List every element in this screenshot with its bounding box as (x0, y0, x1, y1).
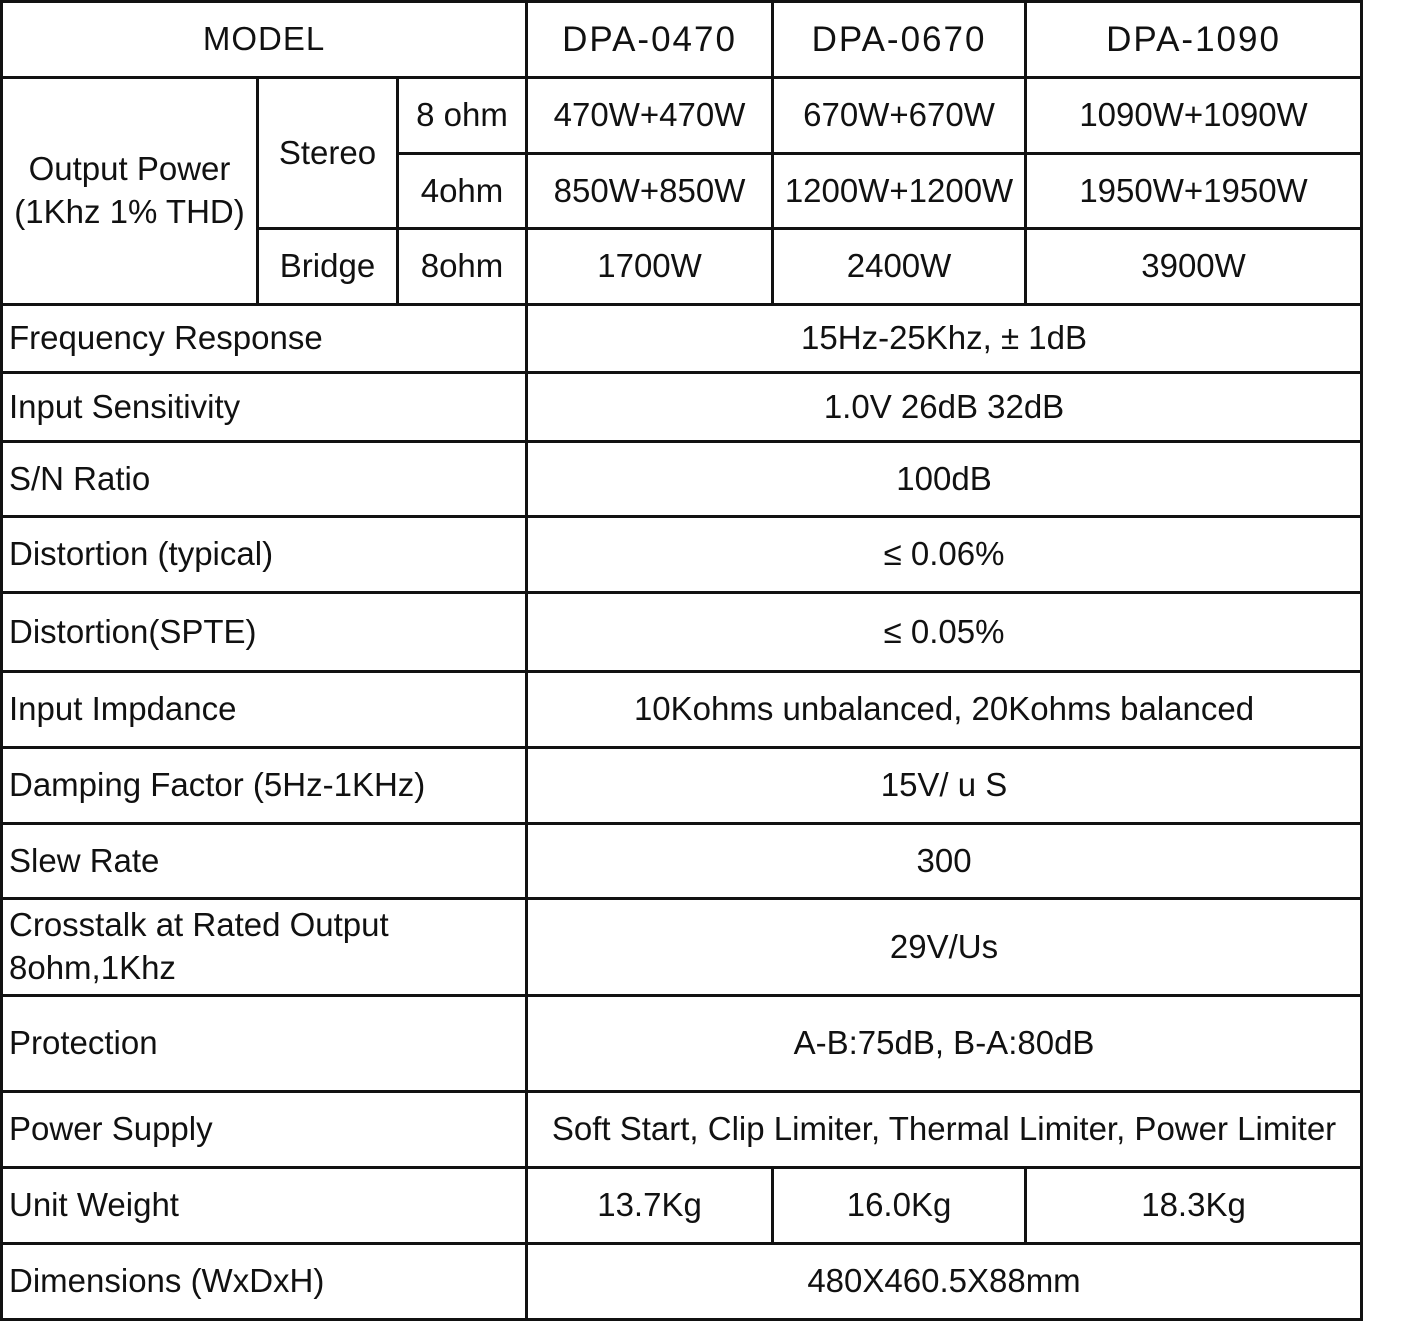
distortion-typical-label: Distortion (typical) (2, 517, 527, 593)
header-row (2, 2, 1362, 78)
slew-rate-row (2, 824, 1362, 899)
bridge-label: Bridge (258, 229, 398, 305)
stereo-8ohm-dpa-1090: 1090W+1090W (1026, 78, 1362, 154)
crosstalk-row (2, 899, 1362, 996)
stereo-label: Stereo (258, 78, 398, 229)
stereo-8ohm-dpa-0470: 470W+470W (527, 78, 773, 154)
frequency-response-value: 15Hz-25Khz, ± 1dB (527, 305, 1362, 373)
power-supply-row (2, 1092, 1362, 1168)
bridge-dpa-0470: 1700W (527, 229, 773, 305)
slew-rate-label: Slew Rate (2, 824, 527, 899)
input-impedance-label: Input Impdance (2, 672, 527, 748)
stereo-4ohm-dpa-0670: 1200W+1200W (773, 154, 1026, 229)
damping-factor-row (2, 748, 1362, 824)
unit-weight-dpa-0470: 13.7Kg (527, 1168, 773, 1244)
load-8ohm-label: 8 ohm (398, 78, 527, 154)
distortion-spte-value: ≤ 0.05% (527, 593, 1362, 672)
dimensions-label: Dimensions (WxDxH) (2, 1244, 527, 1320)
damping-factor-label: Damping Factor (5Hz-1KHz) (2, 748, 527, 824)
sn-ratio-label: S/N Ratio (2, 442, 527, 517)
unit-weight-row (2, 1168, 1362, 1244)
input-sensitivity-value: 1.0V 26dB 32dB (527, 373, 1362, 442)
slew-rate-value: 300 (527, 824, 1362, 899)
frequency-response-row (2, 305, 1362, 373)
input-sensitivity-row (2, 373, 1362, 442)
dimensions-value: 480X460.5X88mm (527, 1244, 1362, 1320)
input-impedance-row (2, 672, 1362, 748)
load-4ohm-label: 4ohm (398, 154, 527, 229)
stereo-4ohm-dpa-1090: 1950W+1950W (1026, 154, 1362, 229)
frequency-response-label: Frequency Response (2, 305, 527, 373)
input-impedance-value: 10Kohms unbalanced, 20Kohms balanced (527, 672, 1362, 748)
stereo-8ohm-dpa-0670: 670W+670W (773, 78, 1026, 154)
input-sensitivity-label: Input Sensitivity (2, 373, 527, 442)
unit-weight-label: Unit Weight (2, 1168, 527, 1244)
bridge-load-8ohm-label: 8ohm (398, 229, 527, 305)
protection-value: A-B:75dB, B-A:80dB (527, 996, 1362, 1092)
model-dpa-1090-header: DPA-1090 (1026, 2, 1362, 78)
bridge-dpa-1090: 3900W (1026, 229, 1362, 305)
crosstalk-label-line1: Crosstalk at Rated Output (9, 906, 389, 944)
crosstalk-label (2, 899, 527, 996)
sn-ratio-row (2, 442, 1362, 517)
unit-weight-dpa-0670: 16.0Kg (773, 1168, 1026, 1244)
model-dpa-0670-header: DPA-0670 (773, 2, 1026, 78)
distortion-spte-row (2, 593, 1362, 672)
crosstalk-label-line2: 8ohm,1Khz (9, 949, 176, 986)
protection-row (2, 996, 1362, 1092)
power-supply-label: Power Supply (2, 1092, 527, 1168)
sn-ratio-value: 100dB (527, 442, 1362, 517)
distortion-spte-label: Distortion(SPTE) (2, 593, 527, 672)
damping-factor-value: 15V/ u S (527, 748, 1362, 824)
bridge-dpa-0670: 2400W (773, 229, 1026, 305)
distortion-typical-row (2, 517, 1362, 593)
distortion-typical-value: ≤ 0.06% (527, 517, 1362, 593)
output-power-stereo-8ohm-row (2, 78, 1362, 154)
output-power-label-line1: Output Power (28, 150, 231, 188)
stereo-4ohm-dpa-0470: 850W+850W (527, 154, 773, 229)
unit-weight-dpa-1090: 18.3Kg (1026, 1168, 1362, 1244)
output-power-label (2, 78, 258, 305)
model-header-cell: MODEL (2, 2, 527, 78)
dimensions-row (2, 1244, 1362, 1320)
crosstalk-value: 29V/Us (527, 899, 1362, 996)
model-dpa-0470-header: DPA-0470 (527, 2, 773, 78)
output-power-label-line2: (1Khz 1% THD) (14, 193, 245, 230)
power-supply-value: Soft Start, Clip Limiter, Thermal Limiter, Power Limiter (527, 1092, 1362, 1168)
protection-label: Protection (2, 996, 527, 1092)
